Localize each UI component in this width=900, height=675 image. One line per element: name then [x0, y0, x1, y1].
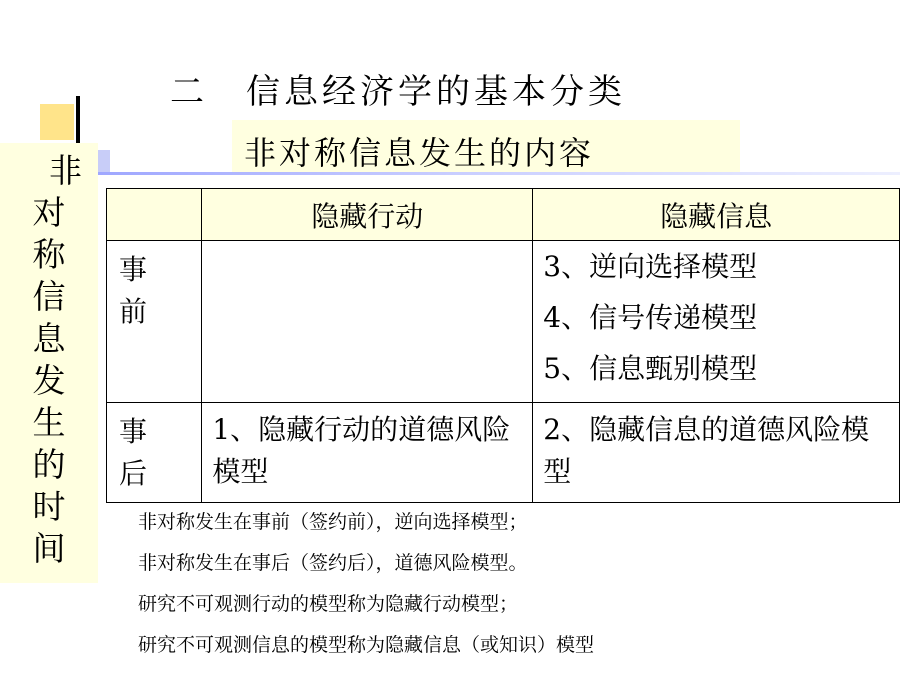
model-emphasis: 道德风险模型: [212, 413, 511, 488]
cell-before-hidden-action: [202, 241, 533, 403]
notes-block: [138, 502, 594, 666]
side-label-char: 生: [32, 403, 66, 442]
note-line: 研究不可观测信息的模型称为隐藏信息（或知识）模型: [138, 634, 595, 656]
slide-subtitle: 非对称信息发生的内容: [244, 134, 595, 172]
table-row-after-contract: [107, 403, 900, 503]
side-label-char: 间: [32, 529, 66, 568]
row-label-char: 事: [119, 253, 148, 286]
note-line: 非对称发生在事前（签约前），逆向选择模型；: [138, 511, 528, 533]
table-header-row: [107, 189, 900, 241]
decorative-vertical-line: [76, 96, 80, 148]
side-label-char: 息: [32, 319, 66, 358]
table-row-before-contract: [107, 241, 900, 403]
decorative-yellow-square: [40, 104, 74, 140]
side-label-char: 对: [32, 193, 66, 232]
side-vertical-label: [6, 150, 92, 570]
side-label-char: 发: [32, 361, 66, 400]
row-label-before: [107, 241, 202, 403]
table-corner-cell: [107, 189, 202, 241]
cell-after-hidden-action: [202, 403, 533, 503]
model-item-number: 5、: [543, 352, 590, 385]
model-item-number: 4、: [543, 301, 590, 334]
header-hidden-information: 隐藏信息: [533, 189, 900, 241]
side-label-char: 时: [32, 487, 66, 526]
cell-before-hidden-information: [533, 241, 900, 403]
cell-after-hidden-information: [533, 403, 900, 503]
note-line: 研究不可观测行动的模型称为隐藏行动模型；: [138, 593, 519, 615]
model-prefix: 2、隐藏信息的: [543, 413, 730, 446]
side-label-char: 非: [49, 151, 82, 190]
model-emphasis: 道德风险模型: [543, 413, 870, 488]
row-label-char: 事: [119, 415, 148, 448]
classification-table: [106, 188, 900, 503]
model-item-text: 信息甄别模型: [589, 352, 758, 385]
side-label-char: 的: [32, 445, 66, 484]
slide-title: 二 信息经济学的基本分类: [170, 72, 626, 112]
note-line: 非对称发生在事后（签约后），道德风险模型。: [138, 552, 528, 574]
model-item-text: 逆向选择模型: [589, 250, 758, 283]
model-item-text: 信号传递模型: [589, 301, 758, 334]
side-label-char: 称: [32, 235, 66, 274]
side-label-char: 信: [32, 277, 66, 316]
header-hidden-action: 隐藏行动: [202, 189, 533, 241]
model-item-number: 3、: [543, 250, 590, 283]
model-item-signaling: [533, 292, 899, 343]
decorative-blue-block: [96, 150, 110, 172]
row-label-char: 前: [119, 295, 148, 328]
model-item-adverse-selection: [533, 241, 899, 292]
row-label-after: [107, 403, 202, 503]
model-item-screening: [533, 343, 899, 394]
row-label-char: 后: [119, 457, 148, 490]
model-prefix: 1、隐藏行动的: [212, 413, 399, 446]
